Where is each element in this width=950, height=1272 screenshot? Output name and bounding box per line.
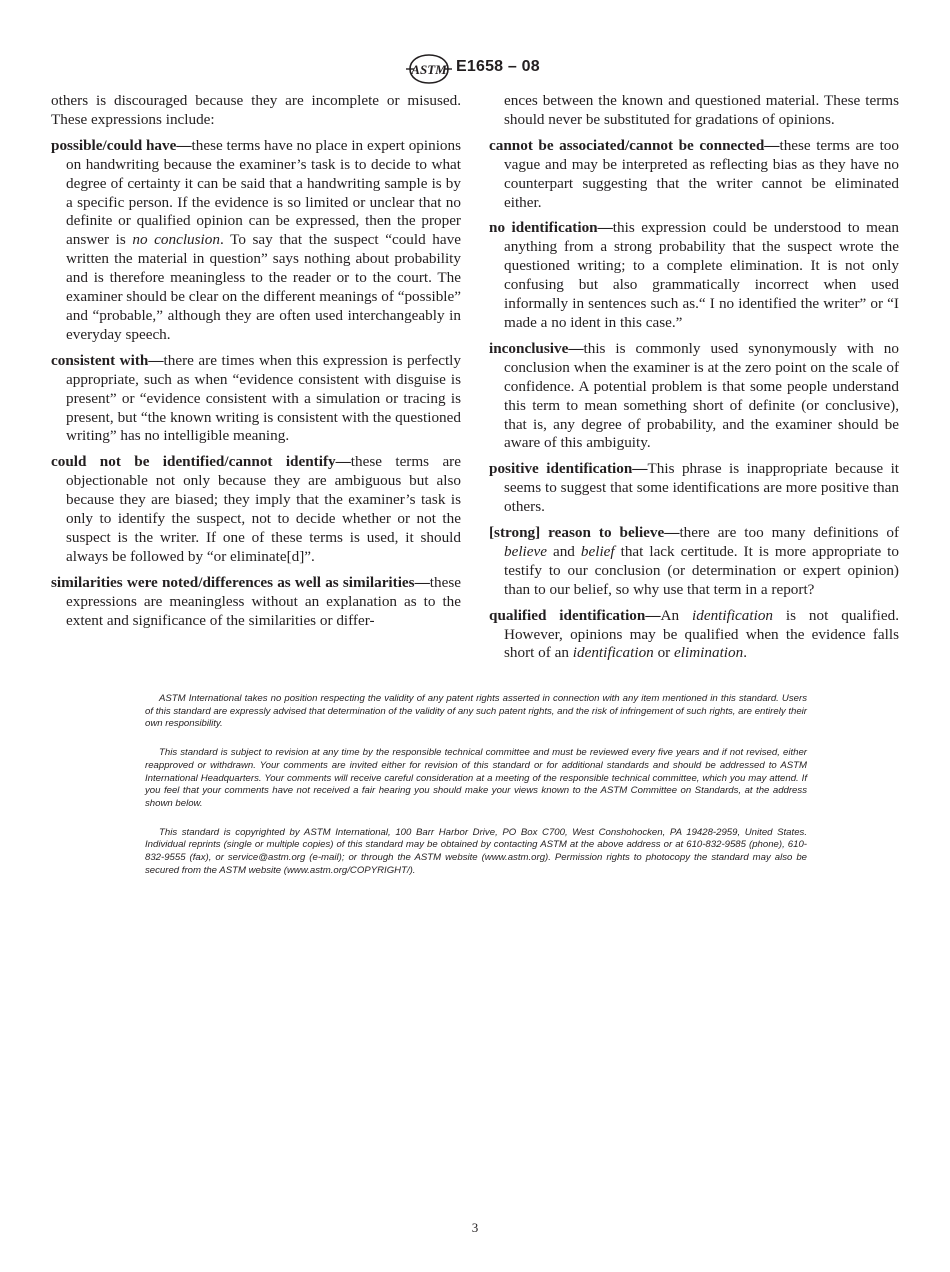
term-label: could not be identified/cannot identify— <box>51 453 351 471</box>
astm-logo <box>406 54 452 84</box>
standard-designation: E1658 – 08 <box>456 58 540 75</box>
term-reason-to-believe <box>489 524 899 600</box>
term-text: there are times when this expression is perfectly appropriate, such as when “evidence consistent with disguise is present” or “evidence consistent with a simulation or tracing is present, but “the known writing is consistent with the questioned writing” has no intelligible meaning. <box>66 351 461 445</box>
term-consistent-with <box>51 352 461 447</box>
term-similarities-were-noted <box>51 574 461 631</box>
term-label: possible/could have— <box>51 136 192 154</box>
right-column <box>489 92 899 663</box>
term-label: no identification— <box>489 219 613 237</box>
term-text: that lack certitude. It is more appropriate to testify to our conclusion (or determination or expert opinion) than to our belief, so why use that term in a report? <box>504 542 899 598</box>
term-text: and <box>547 542 581 560</box>
patent-notice: ASTM International takes no position respecting the validity of any patent rights asserted in connection with any item mentioned in this standard. Users of this standard are expressly advised that determination of the validity of any such patent rights, and the risk of infringement of such rights, are entirely their own responsibility. <box>145 693 807 730</box>
term-label: cannot be associated/cannot be connected— <box>489 136 780 154</box>
intro-paragraph: others is discouraged because they are incomplete or misused. These expressions include: <box>51 92 461 128</box>
term-text: these terms are too vague and may be interpreted as reflecting bias as they have no counterpart suggesting that the writer cannot be eliminated either. <box>504 136 899 211</box>
term-text: is not qualified. However, opinions may be qualified when the evidence falls short of an <box>504 606 900 662</box>
term-text: this expression could be understood to mean anything from a strong probability that the suspect wrote the questioned writing; to a complete elimination. It is not only confusing but also grammatically incorrect when used informally in sentences such as.“ I no identified the writer” or “I made a no ident in this case.” <box>504 219 899 331</box>
copyright-notice: This standard is copyrighted by ASTM International, 100 Barr Harbor Drive, PO Box C700, West Conshohocken, PA 19428-2959, United States. Individual reprints (single or multiple copies) of this standard may be obtained by contacting ASTM at the above address or at 610-832-9585 (phone), 610-832-9555 (fax), or service@astm.org (e-mail); or through the ASTM website (www.astm.org). Permission rights to photocopy the standard may also be secured from the ASTM website (www.astm.org/COPYRIGHT/). <box>145 826 807 876</box>
term-text: . <box>743 644 747 662</box>
term-text: This phrase is inappropriate because it seems to suggest that some identifications are more positive than others. <box>504 460 900 516</box>
page-number: 3 <box>471 1220 479 1235</box>
legal-notices <box>145 693 807 893</box>
revision-notice: This standard is subject to revision at any time by the responsible technical committee and must be reviewed every five years and if not revised, either reapproved or withdrawn. Your comments are invited either for revision of this standard or for additional standards and should be addressed to ASTM International Headquarters. Your comments will receive careful consideration at a meeting of the responsible technical committee, which you may attend. If you feel that your comments have not received a fair hearing you should make your views known to the ASTM Committee on Standards, at the address shown below. <box>145 747 807 809</box>
left-column <box>51 92 461 630</box>
term-label: consistent with— <box>51 351 164 369</box>
page-header <box>0 56 950 84</box>
term-emphasis: believe <box>504 542 547 560</box>
term-emphasis: belief <box>580 542 615 560</box>
term-label: qualified identification— <box>489 606 661 624</box>
term-text: these terms are objectionable not only because they are ambiguous but also because they are biased; they imply that the examiner’s task is only to identify the suspect, not to decide whether or not the suspect is the writer. If one of these terms is used, it should always be followed by “or eliminate[d]”. <box>66 453 461 565</box>
term-inconclusive <box>489 340 899 453</box>
term-text: these expressions are meaningless without an explanation as to the extent and significance of the similarities or differ- <box>66 573 461 629</box>
term-label: [strong] reason to believe— <box>489 524 680 542</box>
continued-paragraph: ences between the known and questioned material. These terms should never be substituted for gradations of opinions. <box>504 92 899 128</box>
term-no-identification <box>489 219 899 332</box>
term-possible-could-have <box>51 137 461 345</box>
term-emphasis: identification <box>572 644 654 662</box>
term-label: similarities were noted/differences as well as similarities— <box>51 573 430 591</box>
term-text: this is commonly used synonymously with no conclusion when the examiner is at the zero point on the scale of confidence. A potential problem is that some people understand this term to mean something short of definite (or conclusive), that is, any degree of probability, and the examiner should be aware of this ambiguity. <box>504 339 899 452</box>
term-emphasis: elimination <box>674 644 744 662</box>
term-label: positive identification— <box>489 460 648 478</box>
term-text: these terms have no place in expert opinions on handwriting because the examiner’s task is to decide to what degree of certainty it can be said that a handwriting sample is by a specific person. If the evidence is so limited or unclear that no definite or qualified opinion can be expressed, then the proper answer is <box>66 136 462 249</box>
term-text: . To say that the suspect “could have written the material in question” says nothing about probability and is therefore meaningless to the reader or to the court. The examiner should be clear on the different meanings of “possible” and “probable,” although they are often used interchangeably in everyday speech. <box>66 231 461 343</box>
svg-text:ASTM: ASTM <box>411 62 447 77</box>
term-emphasis: no conclusion <box>132 231 220 249</box>
term-cannot-be-associated <box>489 137 899 213</box>
term-positive-identification <box>489 460 899 517</box>
term-text: there are too many definitions of <box>679 524 900 542</box>
term-emphasis: identification <box>692 606 774 624</box>
term-label: inconclusive— <box>489 339 584 357</box>
term-could-not-be-identified <box>51 453 461 566</box>
term-qualified-identification <box>489 607 899 664</box>
term-text: An <box>660 606 693 624</box>
term-text: or <box>653 644 675 662</box>
